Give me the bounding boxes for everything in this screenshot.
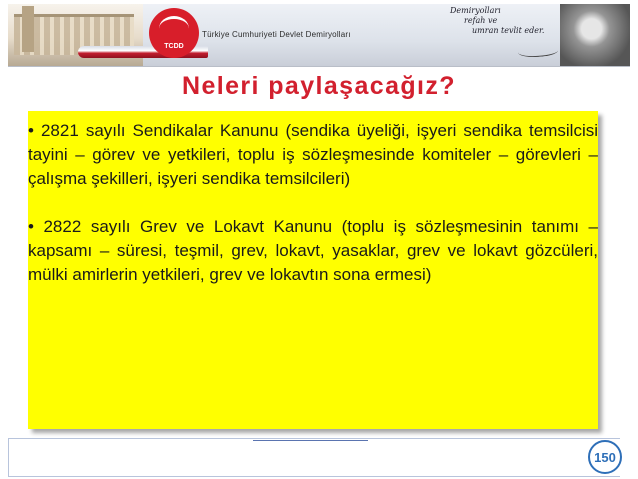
portrait-image bbox=[560, 4, 630, 66]
organization-name: Türkiye Cumhuriyeti Devlet Demiryolları bbox=[202, 30, 351, 39]
quote-line-3: umran tevlit eder. bbox=[472, 26, 545, 35]
slide-title: Neleri paylaşacağız? bbox=[182, 72, 456, 100]
footer-divider-bottom bbox=[8, 476, 620, 477]
header-banner bbox=[8, 4, 630, 67]
logo-text: TCDD bbox=[164, 43, 184, 50]
clock-tower bbox=[22, 6, 34, 52]
quote-line-1: Demiryolları bbox=[450, 6, 501, 15]
quote-line-2: refah ve bbox=[464, 16, 498, 25]
logo-wings-icon bbox=[159, 16, 189, 41]
footer-divider-top bbox=[8, 438, 620, 439]
footer-accent-line bbox=[253, 440, 368, 441]
tcdd-logo bbox=[149, 8, 199, 58]
header-quote bbox=[450, 6, 558, 36]
signature-mark bbox=[518, 44, 559, 59]
anniversary-logo-icon: 150 bbox=[588, 440, 622, 474]
content-box bbox=[28, 111, 598, 429]
footer-divider-left bbox=[8, 438, 9, 476]
bullet-item-1: • 2821 sayılı Sendikalar Kanunu (sendika üyeliği, işyeri sendika temsilcisi tayini – görev ve yetkileri, toplu iş sözleşmesinde komiteler – görevleri – çalışma şekilleri, işyeri sendika temsilcileri) bbox=[28, 121, 598, 188]
bullet-item-2: • 2822 sayılı Grev ve Lokavt Kanunu (toplu iş sözleşmesinin tanımı – kapsamı – süresi, teşmil, grev, lokavt, yasaklar, grev ve lokavt gözcüleri, mülki amirlerin yetkileri, grev ve lokavtın sona ermesi) bbox=[28, 217, 598, 284]
